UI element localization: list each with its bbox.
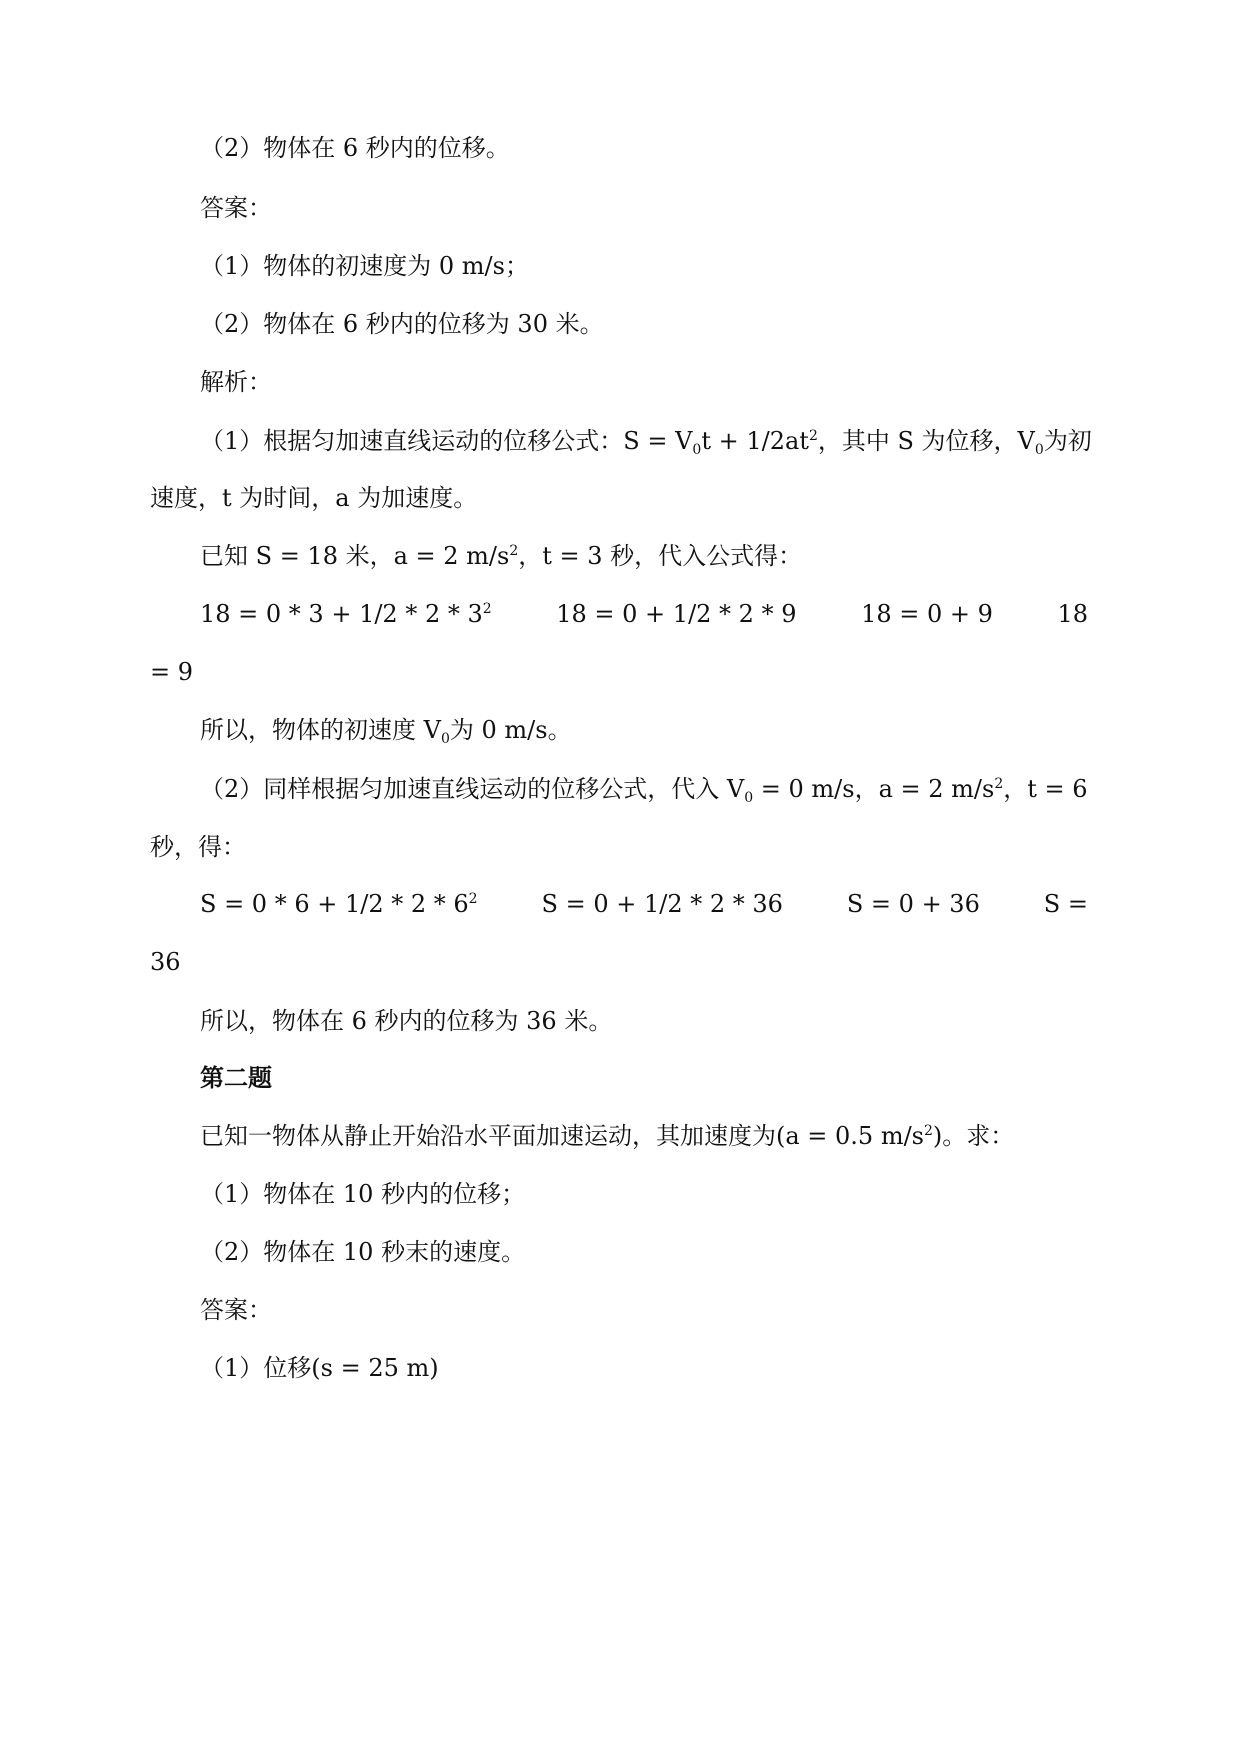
equation-row-2: [200, 886, 1088, 922]
answer-heading: 答案：: [200, 194, 272, 222]
equation-step: 18 = 0 + 9: [861, 600, 993, 628]
answer-line-1: （1）物体的初速度为 0 m/s；: [200, 252, 529, 280]
equation-step: S =: [1043, 890, 1088, 918]
analysis-part-2-line: （2）同样根据匀加速直线运动的位移公式，代入 $V_0 = 0$ m/s，a = 2 $m/s^2$，t = 6: [200, 775, 1088, 806]
equation-step: S = 0 + 36: [846, 890, 980, 918]
section-heading: 第二题: [200, 1063, 272, 1092]
answer-line-1: （1）位移(s = 25 m): [200, 1354, 439, 1382]
known-values-line: 已知 S = 18 米，a = 2 $m/s^2$，t = 3 秒，代入公式得：: [200, 542, 803, 570]
equation-row-1-continued: = 9: [150, 658, 194, 686]
analysis-definitions-line: 速度，t 为时间，a 为加速度。: [150, 484, 478, 512]
answer-heading: 答案：: [200, 1296, 272, 1324]
equation-step: 18: [1057, 600, 1088, 628]
equation-row-2-continued: 36: [150, 948, 181, 976]
conclusion-line-2: 所以，物体在 6 秒内的位移为 36 米。: [200, 1007, 613, 1035]
question-part-2: （2）物体在 10 秒末的速度。: [200, 1238, 526, 1266]
equation-step: $S = 0 * 6 + 1/2 * 2 * 6^2$: [200, 890, 478, 918]
analysis-formula-line: （1）根据匀加速直线运动的位移公式：$S = V_0t + 1/2at^2$，其中 S 为位移，$V_0$为初: [200, 427, 1092, 458]
analysis-part-2-continued: 秒，得：: [150, 833, 246, 861]
analysis-heading: 解析：: [200, 368, 272, 396]
problem-statement: 已知一物体从静止开始沿水平面加速运动，其加速度为(a = 0.5 $m/s^2$)。求：: [200, 1122, 1015, 1150]
question-part-1: （1）物体在 10 秒内的位移；: [200, 1180, 526, 1208]
equation-step: S = 0 + 1/2 * 2 * 36: [541, 890, 783, 918]
answer-line-2: （2）物体在 6 秒内的位移为 30 米。: [200, 310, 604, 338]
equation-step: $18 = 0 * 3 + 1/2 * 2 * 3^2$: [200, 600, 492, 628]
question-part-2: （2）物体在 6 秒内的位移。: [200, 134, 510, 162]
conclusion-line-1: 所以，物体的初速度 $V_0$为 0 m/s。: [200, 716, 572, 747]
equation-row-1: [200, 596, 1088, 632]
equation-step: 18 = 0 + 1/2 * 2 * 9: [556, 600, 797, 628]
